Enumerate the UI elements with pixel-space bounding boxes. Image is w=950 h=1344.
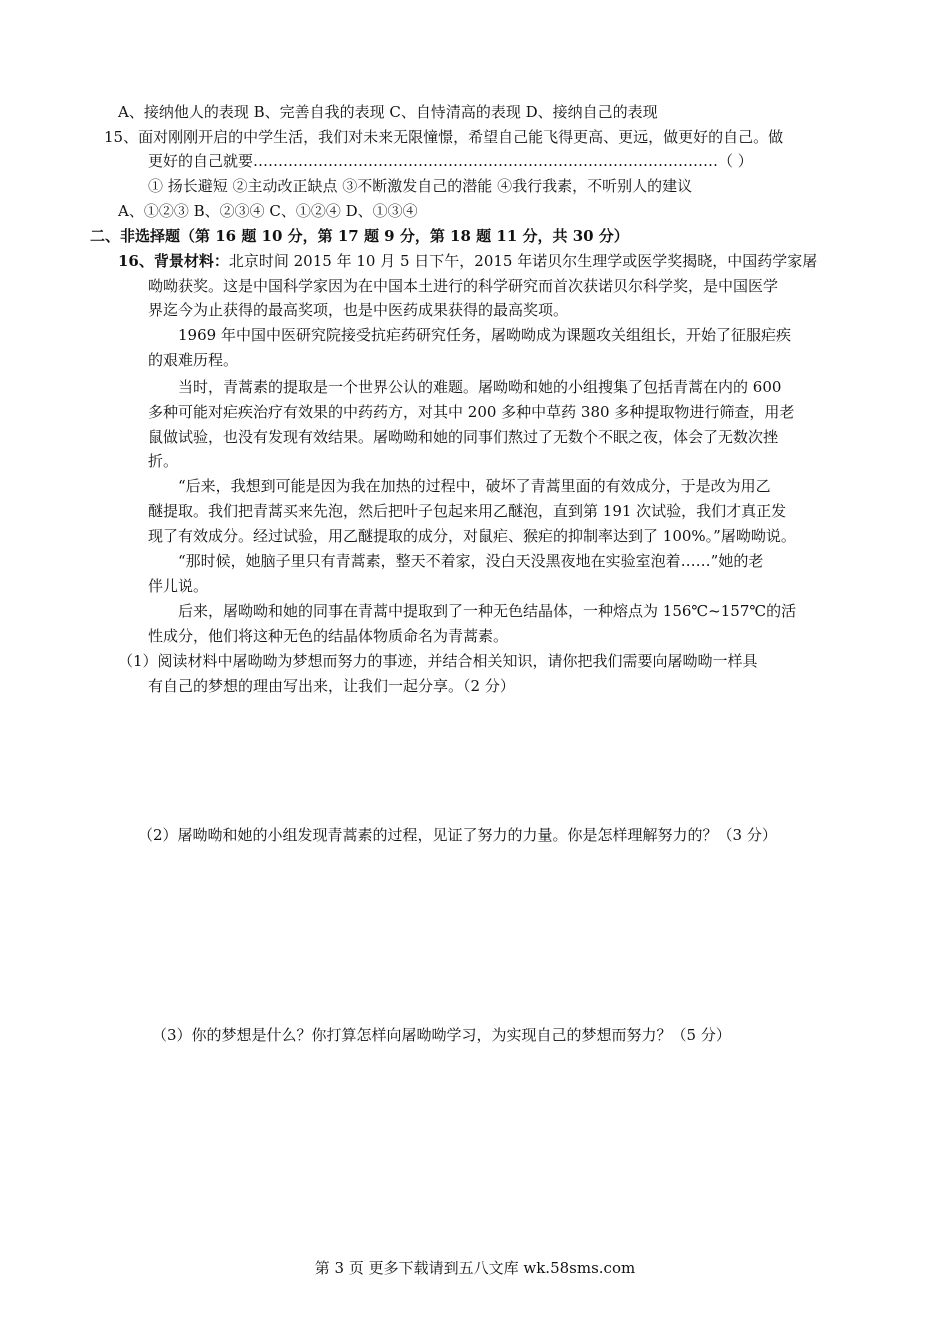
q16-p1-line3: 界迄今为止获得的最高奖项，也是中医药成果获得的最高奖项。 [148, 301, 569, 319]
q16-p5-line2: 伴儿说。 [148, 577, 209, 595]
q16-p4-line2: 醚提取。我们把青蒿买来先泡，然后把叶子包起来用乙醚泡，直到第 191 次试验，我们才真正发 [148, 502, 787, 520]
q16-sub3: （3）你的梦想是什么？你打算怎样向屠呦呦学习，为实现自己的梦想而努力？（5 分） [152, 1026, 731, 1044]
q16-p4-line1: “后来，我想到可能是因为我在加热的过程中，破坏了青蒿里面的有效成分，于是改为用乙 [178, 477, 771, 495]
q16-first-line [118, 251, 817, 271]
q15-statements: ① 扬长避短 ②主动改正缺点 ③不断激发自己的潜能 ④我行我素，不听别人的建议 [148, 177, 693, 195]
q16-p1-line1: 北京时间 2015 年 10 月 5 日下午，2015 年诺贝尔生理学或医学奖揭晓，中国药学家屠 [228, 252, 818, 270]
q16-p3-line1: 当时，青蒿素的提取是一个世界公认的难题。屠呦呦和她的小组搜集了包括青蒿在内的 600 [178, 378, 782, 396]
section2-heading: 二、非选择题（第 16 题 10 分，第 17 题 9 分，第 18 题 11 分，共 30 分） [90, 227, 629, 245]
q16-p5-line1: “那时候，她脑子里只有青蒿素，整天不着家，没白天没黑夜地在实验室泡着……”她的老 [178, 552, 764, 570]
q16-p1-line2: 呦呦获奖。这是中国科学家因为在中国本土进行的科学研究而首次获诺贝尔科学奖，是中国医学 [148, 277, 779, 295]
q16-sub1-line2: 有自己的梦想的理由写出来，让我们一起分享。（2 分） [148, 677, 515, 695]
q15-options: A、①②③ B、②③④ C、①②④ D、①③④ [118, 202, 418, 220]
q16-label: 16、背景材料： [118, 252, 229, 270]
q16-p3-line3: 鼠做试验，也没有发现有效结果。屠呦呦和她的同事们熬过了无数个不眠之夜，体会了无数次挫 [148, 428, 779, 446]
q15-stem-line2: 更好的自己就要…………………………………………………………………………………（ ） [148, 152, 753, 170]
q15-stem-line1: 15、面对刚刚开启的中学生活，我们对未来无限憧憬，希望自己能飞得更高、更远，做更好的自己。做 [104, 128, 784, 146]
q16-p3-line2: 多种可能对疟疾治疗有效果的中药药方，对其中 200 多种中草药 380 多种提取物进行筛查，用老 [148, 403, 795, 421]
q16-p6-line2: 性成分，他们将这种无色的结晶体物质命名为青蒿素。 [148, 627, 509, 645]
q14-options: A、接纳他人的表现 B、完善自我的表现 C、自恃清高的表现 D、接纳自己的表现 [118, 103, 658, 121]
q16-p2-line1: 1969 年中国中医研究院接受抗疟药研究任务，屠呦呦成为课题攻关组组长，开始了征服疟疾 [178, 326, 791, 344]
q16-p4-line3: 现了有效成分。经过试验，用乙醚提取的成分，对鼠疟、猴疟的抑制率达到了 100%。”屠呦呦说。 [148, 527, 796, 545]
page-footer: 第 3 页 更多下载请到五八文库 wk.58sms.com [314, 1259, 636, 1277]
q16-sub2: （2）屠呦呦和她的小组发现青蒿素的过程，见证了努力的力量。你是怎样理解努力的？（3 分） [138, 826, 777, 844]
q16-p3-line4: 折。 [148, 452, 179, 470]
q16-sub1-line1: （1）阅读材料中屠呦呦为梦想而努力的事迹，并结合相关知识，请你把我们需要向屠呦呦一样具 [118, 652, 758, 670]
q16-p2-line2: 的艰难历程。 [148, 351, 239, 369]
q16-p6-line1: 后来，屠呦呦和她的同事在青蒿中提取到了一种无色结晶体，一种熔点为 156℃~157℃的活 [178, 602, 797, 620]
